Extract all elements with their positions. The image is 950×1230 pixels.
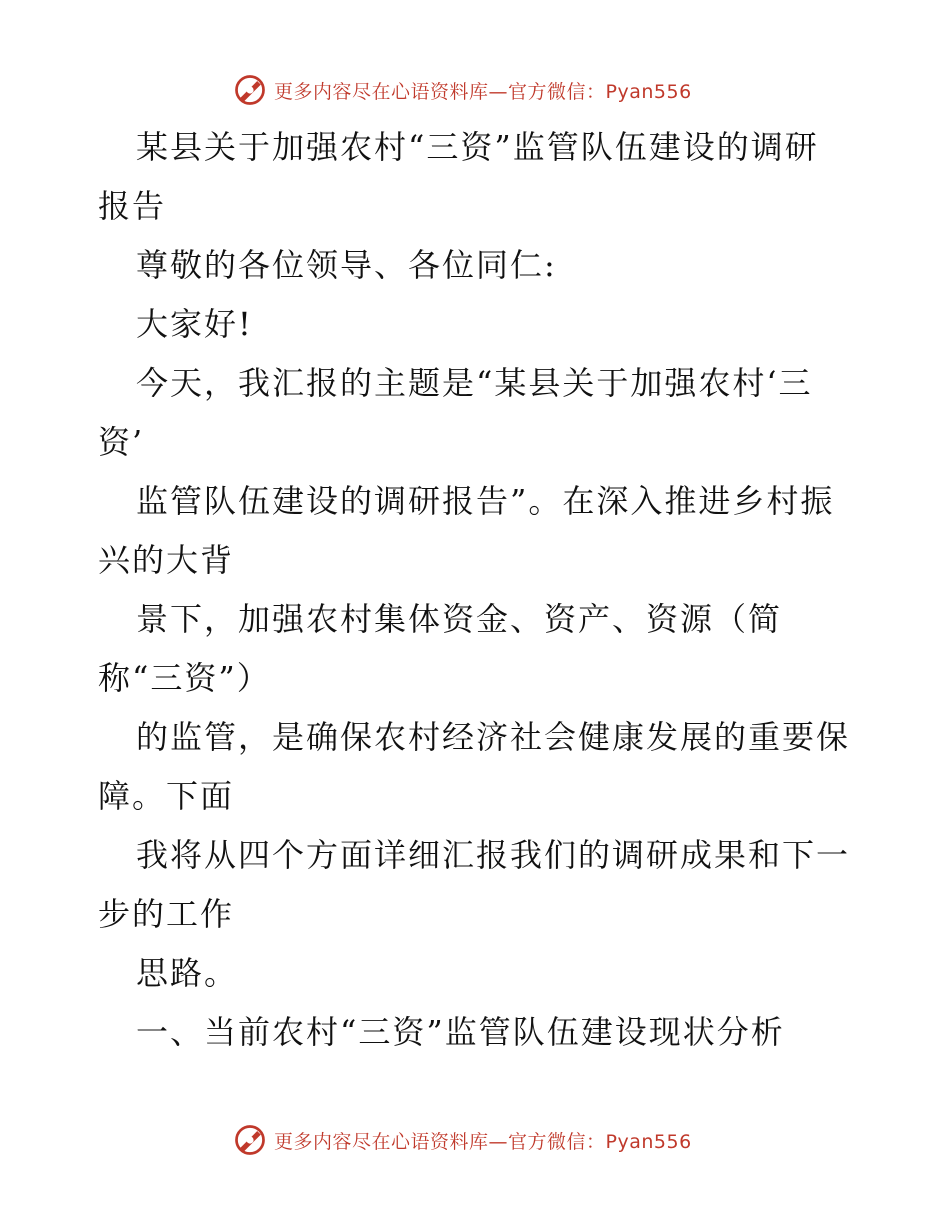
paragraph-line: 景下，加强农村集体资金、资产、资源（简 [136,600,783,638]
paragraph-line: 今天，我汇报的主题是“某县关于加强农村‘三 [136,364,813,402]
watermark-text: 更多内容尽在心语资料库—官方微信：Pyan556 [274,1130,692,1153]
title-line-2: 报告 [98,187,167,225]
watermark-text: 更多内容尽在心语资料库—官方微信：Pyan556 [274,80,692,103]
paragraph-line: 步的工作 [98,895,235,933]
footer-watermark [232,1120,692,1160]
header-watermark [232,70,692,110]
paragraph-line: 称“三资”） [98,659,271,697]
greeting: 大家好! [136,305,253,343]
pen-seal-icon [232,1122,268,1158]
paragraph-line: 的监管，是确保农村经济社会健康发展的重要保 [136,718,851,756]
paragraph-line: 障。下面 [98,777,235,815]
document-body [98,118,858,1062]
paragraph-line: 思路。 [136,954,239,992]
paragraph-line: 监管队伍建设的调研报告”。在深入推进乡村振 [136,482,835,520]
paragraph-line: 兴的大背 [98,541,235,579]
title-line-1: 某县关于加强农村“三资”监管队伍建设的调研 [136,128,819,166]
paragraph-line: 我将从四个方面详细汇报我们的调研成果和下一 [136,836,851,874]
salutation: 尊敬的各位领导、各位同仁: [136,246,557,284]
pen-seal-icon [232,72,268,108]
paragraph-line: 资’ [98,423,145,461]
section-heading: 一、当前农村“三资”监管队伍建设现状分析 [136,1013,785,1051]
